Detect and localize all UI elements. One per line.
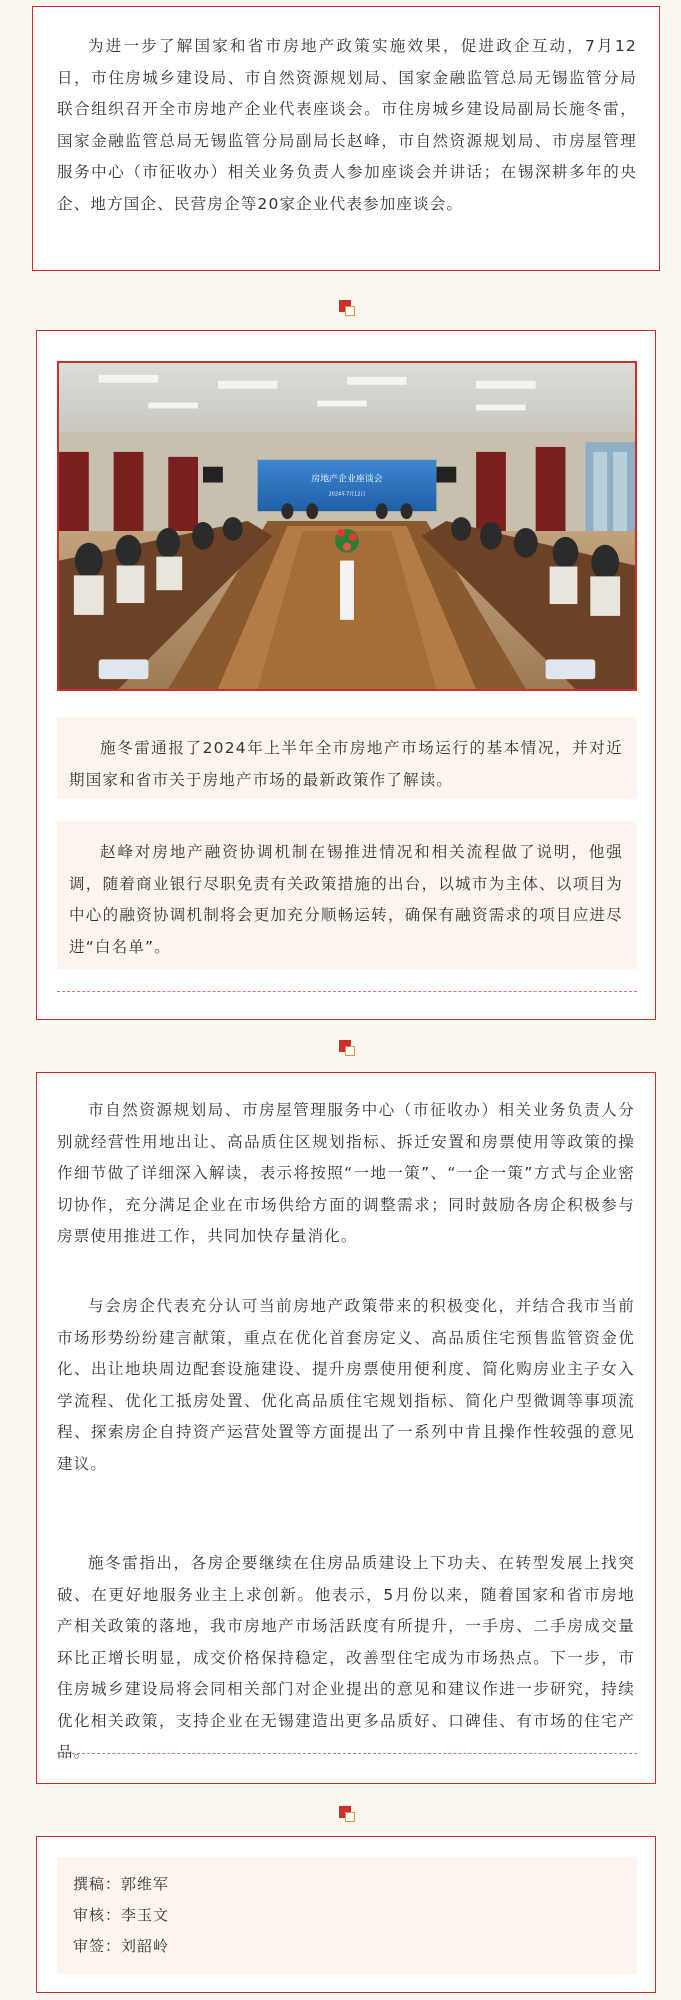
meeting-photo	[57, 361, 637, 691]
credit-approver: 审签：刘韶岭	[73, 1937, 170, 1955]
quote-box-1	[57, 717, 637, 799]
section-divider-icon	[339, 300, 355, 316]
dashed-divider	[57, 991, 637, 992]
meeting-card	[36, 330, 656, 1020]
section-divider-icon	[339, 1806, 355, 1822]
section-divider-icon	[339, 1040, 355, 1056]
section2-paragraph-2: 赵峰对房地产融资协调机制在锡推进情况和相关流程做了说明，他强调，随着商业银行尽职免责有关政策措施的出台，以城市为主体、以项目为中心的融资协调机制将会更加充分顺畅运转，确保有融资需求的项目应进尽进“白名单”。	[69, 843, 623, 956]
banner-title: 房地产企业座谈会	[311, 474, 383, 485]
intro-paragraph: 为进一步了解国家和省市房地产政策实施效果，促进政企互动，7月12日，市住房城乡建设局、市自然资源规划局、国家金融监管总局无锡监管分局联合组织召开全市房地产企业代表座谈会。市住房城乡建设局副局长施冬雷，国家金融监管总局无锡监管分局副局长赵峰，市自然资源规划局、市房屋管理服务中心（市征收办）相关业务负责人参加座谈会并讲话；在锡深耕多年的央企、地方国企、民营房企等20家企业代表参加座谈会。	[57, 37, 637, 213]
section3-paragraph-1: 市自然资源规划局、市房屋管理服务中心（市征收办）相关业务负责人分别就经营性用地出让、高品质住区规划指标、拆迁安置和房票使用等政策的操作细节做了详细深入解读，表示将按照“一地一策”、“一企一策”方式与企业密切协作，充分满足企业在市场供给方面的调整需求；同时鼓励各房企积极参与房票使用推进工作，共同加快存量消化。	[57, 1101, 635, 1245]
section3-paragraph-3: 施冬雷指出，各房企要继续在住房品质建设上下功夫、在转型发展上找突破、在更好地服务业主上求创新。他表示，5月份以来，随着国家和省市房地产相关政策的落地，我市房地产市场活跃度有所提升，一手房、二手房成交量环比正增长明显，成交价格保持稳定，改善型住宅成为市场热点。下一步，市住房城乡建设局将会同相关部门对企业提出的意见和建议作进一步研究，持续优化相关政策，支持企业在无锡建造出更多品质好、口碑佳、有市场的住宅产品。	[57, 1554, 635, 1761]
credits-box	[57, 1857, 637, 1974]
content-card	[36, 1072, 656, 1784]
credit-reviewer: 审核：李玉文	[73, 1906, 170, 1924]
quote-box-2	[57, 821, 637, 969]
section3-paragraph-2: 与会房企代表充分认可当前房地产政策带来的积极变化，并结合我市当前市场形势纷纷建言献策，重点在优化首套房定义、高品质住宅预售监管资金优化、出让地块周边配套设施建设、提升房票使用便利度、简化购房业主子女入学流程、优化工抵房处置、优化高品质住宅规划指标、简化户型微调等事项流程、探索房企自持资产运营处置等方面提出了一系列中肯且操作性较强的意见建议。	[57, 1297, 635, 1473]
credits-card	[36, 1836, 656, 1993]
intro-card	[32, 6, 660, 271]
meeting-room-illustration	[59, 363, 635, 689]
dashed-divider	[57, 1753, 637, 1754]
credit-writer: 撰稿：郭维军	[73, 1875, 170, 1893]
banner-date: 2024年7月12日	[328, 491, 366, 498]
section2-paragraph-1: 施冬雷通报了2024年上半年全市房地产市场运行的基本情况，并对近期国家和省市关于房地产市场的最新政策作了解读。	[69, 739, 623, 789]
